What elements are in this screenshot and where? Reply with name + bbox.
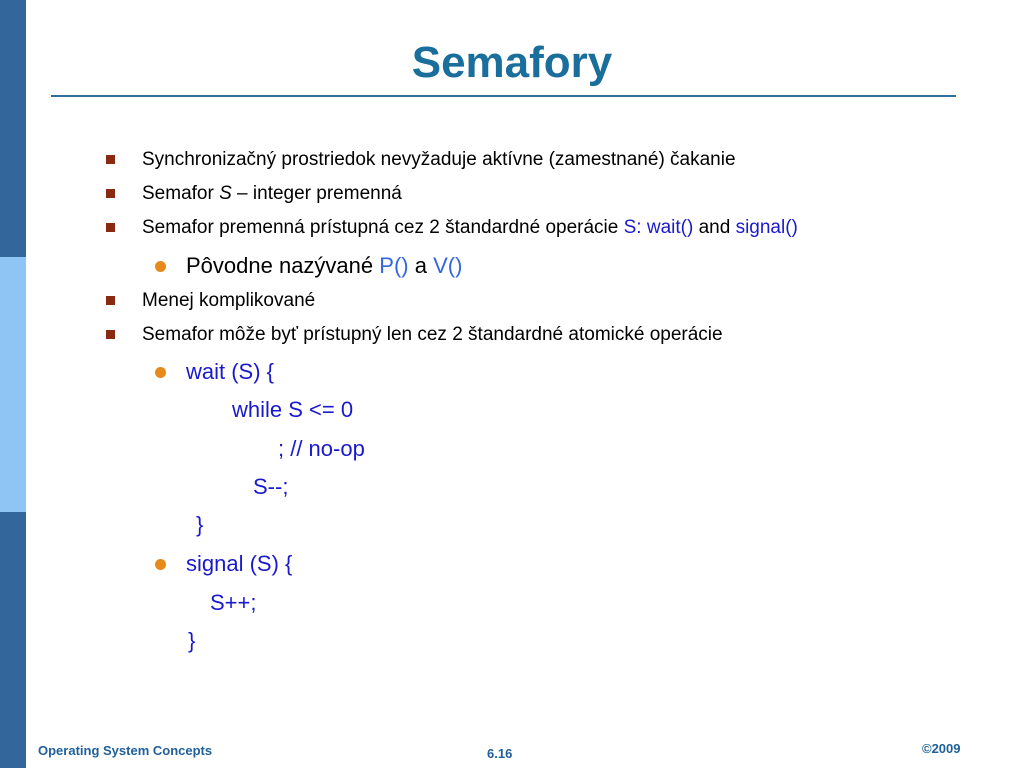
footer-slide-number: 6.16 [487, 746, 513, 761]
square-bullet-icon [106, 296, 115, 305]
text-segment: Semafor [142, 183, 220, 204]
round-bullet-icon [155, 367, 166, 378]
round-bullet-icon [155, 559, 166, 570]
bullet-less-complicated: Menej komplikované [142, 290, 316, 311]
footer-copyright: ©2009 [922, 741, 961, 756]
bullet-originally-called [186, 253, 462, 279]
code-wait-decrement: S--; [253, 474, 289, 499]
code-wait-close: } [196, 512, 204, 537]
code-wait-noop: ; // no-op [278, 436, 365, 461]
square-bullet-icon [106, 330, 115, 339]
bullet-sync-tool: Synchronizačný prostriedok nevyžaduje aktívne (zamestnané) čakanie [142, 149, 736, 170]
text-segment: a [408, 253, 434, 278]
text-segment: and [693, 217, 736, 238]
variable-s: S [219, 183, 232, 204]
code-signal-close: } [188, 628, 196, 653]
text-segment: Pôvodne nazývané [186, 253, 380, 278]
bullet-standard-operations [142, 217, 798, 239]
bullet-semaphore-integer [142, 183, 402, 205]
square-bullet-icon [106, 223, 115, 232]
round-bullet-icon [155, 261, 166, 272]
text-segment: Semafor premenná prístupná cez 2 štandardné operácie [142, 217, 624, 238]
square-bullet-icon [106, 189, 115, 198]
code-wait-while: while S <= 0 [232, 397, 354, 422]
wait-op-label: S: wait() [623, 217, 694, 238]
text-segment: – integer premenná [231, 183, 402, 204]
bullet-atomic-operations: Semafor môže byť prístupný len cez 2 štandardné atomické operácie [142, 324, 723, 345]
code-wait-head: wait (S) { [186, 359, 275, 384]
code-signal-increment: S++; [210, 590, 257, 615]
footer-course-name: Operating System Concepts [38, 743, 213, 758]
code-signal-head: signal (S) { [186, 551, 293, 576]
p-op-label: P() [379, 253, 409, 278]
signal-op-label: signal() [735, 217, 798, 238]
square-bullet-icon [106, 155, 115, 164]
v-op-label: V() [433, 253, 463, 278]
slide-title: Semafory [411, 38, 613, 87]
